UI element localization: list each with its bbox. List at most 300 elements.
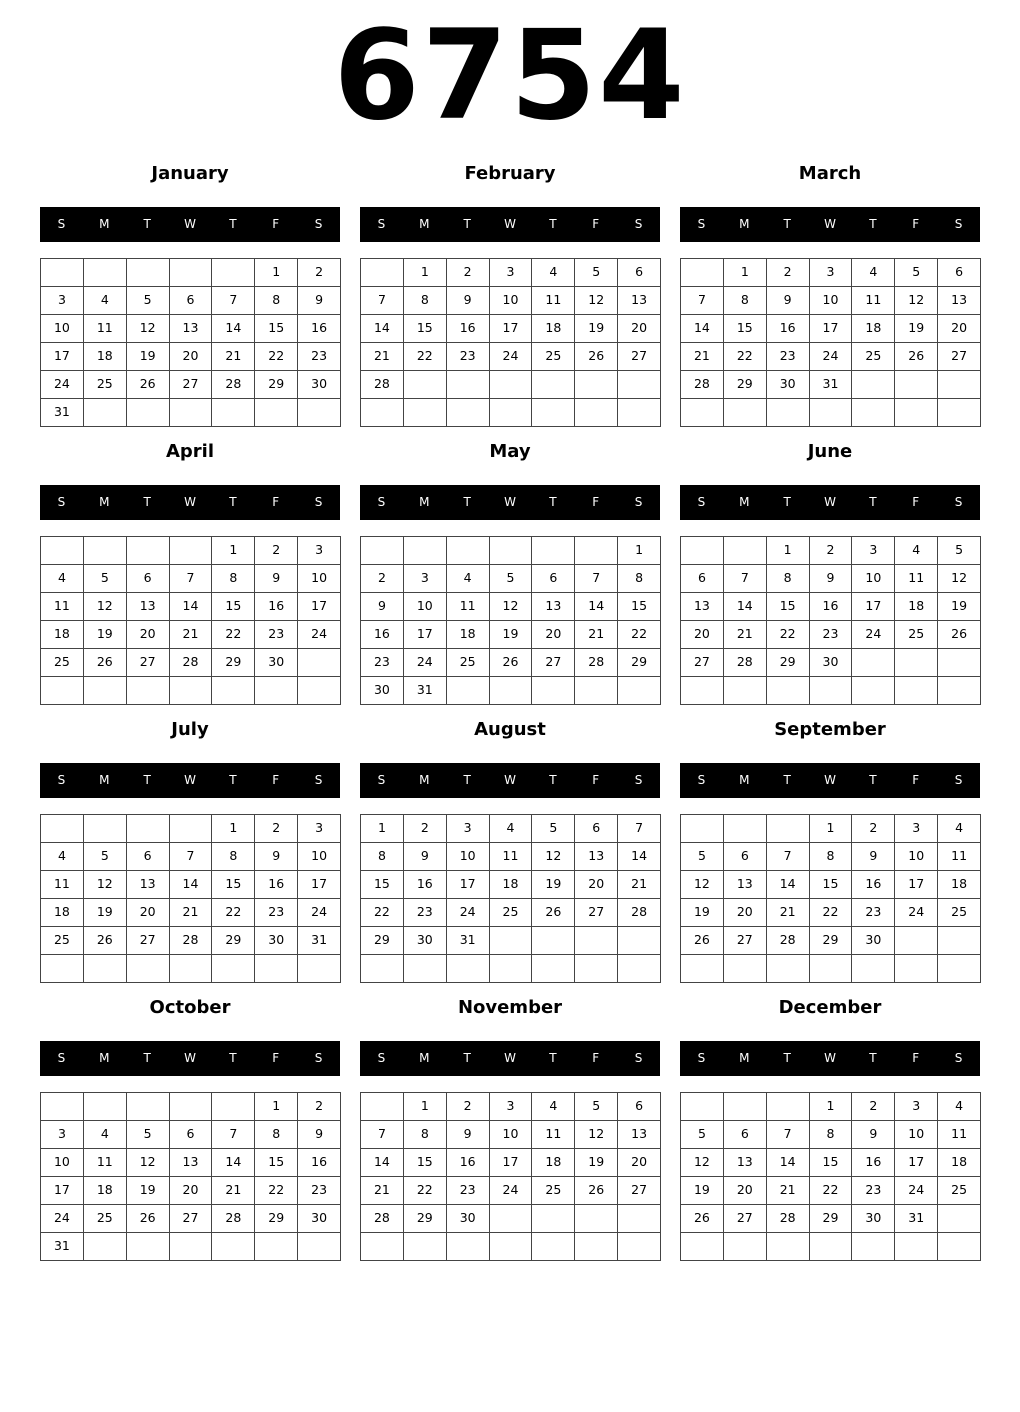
empty-day-cell — [895, 955, 938, 983]
day-cell: 2 — [852, 815, 895, 843]
day-cell: 22 — [810, 899, 853, 927]
day-cell: 25 — [84, 1205, 127, 1233]
day-cell: 16 — [361, 621, 404, 649]
day-cell: 19 — [84, 621, 127, 649]
weekday-header-bar — [40, 1041, 340, 1076]
empty-day-cell — [127, 537, 170, 565]
day-cell: 4 — [41, 843, 84, 871]
year-title: 6754 — [333, 4, 687, 148]
day-cell: 26 — [84, 649, 127, 677]
day-cell: 26 — [681, 1205, 724, 1233]
day-cell: 5 — [84, 565, 127, 593]
weekday-header: S — [377, 217, 386, 231]
day-cell: 27 — [127, 649, 170, 677]
day-cell: 20 — [170, 1177, 213, 1205]
day-cell: 10 — [447, 843, 490, 871]
day-cell: 29 — [810, 927, 853, 955]
empty-day-cell — [532, 955, 575, 983]
day-cell: 18 — [532, 1149, 575, 1177]
weekday-header: S — [314, 495, 323, 509]
day-cell: 26 — [681, 927, 724, 955]
day-cell: 12 — [532, 843, 575, 871]
weekday-header: F — [272, 1051, 280, 1065]
day-cell: 12 — [895, 287, 938, 315]
weekday-header: M — [419, 217, 430, 231]
day-cell: 20 — [170, 343, 213, 371]
day-cell: 11 — [84, 1149, 127, 1177]
day-cell: 19 — [681, 899, 724, 927]
day-cell: 4 — [532, 259, 575, 287]
weekday-header: T — [143, 773, 151, 787]
weekday-header: T — [463, 217, 471, 231]
empty-day-cell — [255, 399, 298, 427]
day-cell: 19 — [895, 315, 938, 343]
weekday-header: M — [739, 773, 750, 787]
day-cell: 23 — [767, 343, 810, 371]
day-cell: 24 — [41, 371, 84, 399]
day-cell: 12 — [575, 287, 618, 315]
empty-day-cell — [895, 371, 938, 399]
day-cell: 17 — [852, 593, 895, 621]
day-cell: 17 — [490, 315, 533, 343]
day-cell: 28 — [681, 371, 724, 399]
weekday-header: M — [99, 1051, 110, 1065]
day-cell: 24 — [895, 1177, 938, 1205]
day-cell: 19 — [84, 899, 127, 927]
day-cell: 7 — [361, 287, 404, 315]
day-cell: 5 — [895, 259, 938, 287]
weekday-header: W — [824, 495, 836, 509]
day-cell: 16 — [810, 593, 853, 621]
day-cell: 6 — [127, 843, 170, 871]
weekday-header: F — [912, 495, 920, 509]
empty-day-cell — [938, 371, 981, 399]
weekday-header: S — [954, 217, 963, 231]
day-cell: 19 — [127, 343, 170, 371]
empty-day-cell — [490, 537, 533, 565]
day-cell: 1 — [404, 1093, 447, 1121]
day-cell: 21 — [767, 1177, 810, 1205]
day-cell: 5 — [575, 259, 618, 287]
weekday-header-bar — [680, 207, 980, 242]
day-cell: 9 — [404, 843, 447, 871]
day-cell: 18 — [938, 871, 981, 899]
day-cell: 28 — [170, 649, 213, 677]
day-cell: 16 — [255, 871, 298, 899]
day-cell: 27 — [170, 1205, 213, 1233]
day-cell: 26 — [938, 621, 981, 649]
day-cell: 21 — [212, 343, 255, 371]
empty-day-cell — [404, 399, 447, 427]
empty-day-cell — [810, 677, 853, 705]
day-cell: 22 — [212, 899, 255, 927]
day-cell: 14 — [212, 1149, 255, 1177]
empty-day-cell — [490, 1233, 533, 1261]
day-cell: 13 — [724, 1149, 767, 1177]
day-cell: 8 — [255, 287, 298, 315]
empty-day-cell — [490, 677, 533, 705]
empty-day-cell — [84, 259, 127, 287]
empty-day-cell — [41, 955, 84, 983]
weekday-header: S — [634, 1051, 643, 1065]
day-cell: 25 — [84, 371, 127, 399]
weekday-header: F — [272, 495, 280, 509]
day-grid — [680, 1092, 981, 1261]
day-cell: 13 — [681, 593, 724, 621]
day-cell: 5 — [127, 287, 170, 315]
weekday-header: M — [419, 773, 430, 787]
weekday-header: T — [783, 773, 791, 787]
empty-day-cell — [170, 1233, 213, 1261]
day-cell: 9 — [255, 843, 298, 871]
empty-day-cell — [84, 399, 127, 427]
month-september — [680, 719, 980, 989]
weekday-header: W — [184, 1051, 196, 1065]
month-march — [680, 163, 980, 433]
day-cell: 12 — [681, 871, 724, 899]
empty-day-cell — [681, 677, 724, 705]
empty-day-cell — [938, 677, 981, 705]
day-cell: 14 — [212, 315, 255, 343]
day-cell: 25 — [490, 899, 533, 927]
day-cell: 3 — [298, 815, 341, 843]
weekday-header: F — [912, 217, 920, 231]
empty-day-cell — [404, 371, 447, 399]
day-cell: 10 — [810, 287, 853, 315]
day-cell: 4 — [938, 815, 981, 843]
empty-day-cell — [170, 677, 213, 705]
day-cell: 9 — [852, 843, 895, 871]
empty-day-cell — [212, 259, 255, 287]
day-cell: 23 — [810, 621, 853, 649]
day-cell: 17 — [895, 871, 938, 899]
empty-day-cell — [490, 1205, 533, 1233]
empty-day-cell — [84, 815, 127, 843]
empty-day-cell — [618, 399, 661, 427]
day-cell: 15 — [767, 593, 810, 621]
empty-day-cell — [84, 537, 127, 565]
day-cell: 3 — [810, 259, 853, 287]
empty-day-cell — [852, 677, 895, 705]
day-cell: 21 — [618, 871, 661, 899]
month-name: January — [151, 163, 229, 184]
day-cell: 2 — [298, 259, 341, 287]
day-cell: 10 — [852, 565, 895, 593]
empty-day-cell — [212, 677, 255, 705]
day-cell: 1 — [810, 815, 853, 843]
day-cell: 13 — [618, 287, 661, 315]
day-cell: 24 — [895, 899, 938, 927]
day-cell: 13 — [127, 593, 170, 621]
empty-day-cell — [404, 1233, 447, 1261]
empty-day-cell — [447, 399, 490, 427]
day-cell: 22 — [212, 621, 255, 649]
month-may — [360, 441, 660, 711]
weekday-header: M — [739, 495, 750, 509]
day-cell: 30 — [852, 1205, 895, 1233]
day-cell: 25 — [532, 1177, 575, 1205]
empty-day-cell — [681, 815, 724, 843]
empty-day-cell — [41, 677, 84, 705]
weekday-header: T — [463, 1051, 471, 1065]
day-cell: 17 — [490, 1149, 533, 1177]
day-cell: 20 — [618, 315, 661, 343]
day-cell: 9 — [767, 287, 810, 315]
day-cell: 13 — [618, 1121, 661, 1149]
month-name: March — [798, 163, 862, 184]
weekday-header: F — [592, 773, 600, 787]
weekday-header: W — [824, 1051, 836, 1065]
day-cell: 26 — [575, 343, 618, 371]
day-cell: 6 — [618, 1093, 661, 1121]
day-cell: 31 — [404, 677, 447, 705]
day-cell: 2 — [298, 1093, 341, 1121]
day-cell: 28 — [575, 649, 618, 677]
day-cell: 10 — [298, 843, 341, 871]
day-cell: 15 — [212, 871, 255, 899]
day-grid — [360, 536, 661, 705]
empty-day-cell — [575, 537, 618, 565]
day-cell: 13 — [170, 1149, 213, 1177]
day-cell: 17 — [404, 621, 447, 649]
weekday-header: W — [504, 1051, 516, 1065]
weekday-header: F — [592, 1051, 600, 1065]
day-cell: 4 — [852, 259, 895, 287]
day-cell: 30 — [255, 927, 298, 955]
day-cell: 20 — [938, 315, 981, 343]
empty-day-cell — [852, 371, 895, 399]
empty-day-cell — [681, 1233, 724, 1261]
day-cell: 3 — [895, 1093, 938, 1121]
empty-day-cell — [298, 1233, 341, 1261]
empty-day-cell — [767, 955, 810, 983]
weekday-header: S — [314, 773, 323, 787]
day-cell: 16 — [447, 315, 490, 343]
day-cell: 10 — [490, 287, 533, 315]
day-cell: 20 — [724, 1177, 767, 1205]
empty-day-cell — [127, 1093, 170, 1121]
day-cell: 18 — [41, 621, 84, 649]
weekday-header-bar — [360, 485, 660, 520]
day-cell: 29 — [361, 927, 404, 955]
day-cell: 8 — [212, 843, 255, 871]
day-cell: 16 — [255, 593, 298, 621]
day-cell: 6 — [724, 843, 767, 871]
day-cell: 27 — [724, 1205, 767, 1233]
empty-day-cell — [767, 677, 810, 705]
empty-day-cell — [618, 677, 661, 705]
day-cell: 13 — [170, 315, 213, 343]
day-cell: 18 — [938, 1149, 981, 1177]
empty-day-cell — [618, 955, 661, 983]
empty-day-cell — [255, 677, 298, 705]
day-cell: 4 — [532, 1093, 575, 1121]
empty-day-cell — [447, 955, 490, 983]
empty-day-cell — [490, 955, 533, 983]
empty-day-cell — [255, 1233, 298, 1261]
day-cell: 29 — [212, 649, 255, 677]
empty-day-cell — [938, 927, 981, 955]
weekday-header-bar — [680, 763, 980, 798]
empty-day-cell — [41, 259, 84, 287]
weekday-header: W — [184, 773, 196, 787]
day-cell: 29 — [255, 1205, 298, 1233]
day-cell: 22 — [767, 621, 810, 649]
empty-day-cell — [170, 537, 213, 565]
day-cell: 30 — [361, 677, 404, 705]
day-cell: 5 — [681, 843, 724, 871]
day-cell: 8 — [810, 1121, 853, 1149]
day-grid — [40, 814, 341, 983]
empty-day-cell — [127, 399, 170, 427]
day-cell: 29 — [212, 927, 255, 955]
empty-day-cell — [575, 677, 618, 705]
day-cell: 21 — [212, 1177, 255, 1205]
day-cell: 20 — [681, 621, 724, 649]
day-cell: 15 — [255, 1149, 298, 1177]
empty-day-cell — [490, 371, 533, 399]
empty-day-cell — [490, 399, 533, 427]
day-cell: 29 — [767, 649, 810, 677]
day-cell: 1 — [361, 815, 404, 843]
month-january — [40, 163, 340, 433]
month-name: April — [165, 441, 215, 462]
day-cell: 4 — [447, 565, 490, 593]
weekday-header: F — [592, 217, 600, 231]
weekday-header: T — [783, 495, 791, 509]
day-cell: 25 — [41, 649, 84, 677]
empty-day-cell — [404, 955, 447, 983]
empty-day-cell — [170, 955, 213, 983]
day-cell: 16 — [298, 315, 341, 343]
weekday-header: F — [912, 773, 920, 787]
empty-day-cell — [575, 1233, 618, 1261]
weekday-header: T — [869, 495, 877, 509]
weekday-header: S — [314, 217, 323, 231]
day-cell: 3 — [41, 1121, 84, 1149]
weekday-header: T — [549, 495, 557, 509]
empty-day-cell — [938, 649, 981, 677]
weekday-header: M — [739, 217, 750, 231]
empty-day-cell — [895, 649, 938, 677]
empty-day-cell — [361, 955, 404, 983]
day-cell: 28 — [212, 371, 255, 399]
weekday-header: S — [377, 1051, 386, 1065]
weekday-header: W — [504, 495, 516, 509]
empty-day-cell — [681, 955, 724, 983]
empty-day-cell — [681, 259, 724, 287]
weekday-header: T — [783, 217, 791, 231]
day-cell: 12 — [127, 315, 170, 343]
weekday-header: S — [697, 495, 706, 509]
month-november — [360, 997, 660, 1267]
day-cell: 3 — [490, 1093, 533, 1121]
day-cell: 16 — [767, 315, 810, 343]
weekday-header: S — [314, 1051, 323, 1065]
empty-day-cell — [532, 537, 575, 565]
day-cell: 28 — [724, 649, 767, 677]
day-cell: 31 — [41, 399, 84, 427]
day-cell: 27 — [938, 343, 981, 371]
day-cell: 18 — [532, 315, 575, 343]
empty-day-cell — [852, 955, 895, 983]
day-cell: 16 — [852, 871, 895, 899]
month-april — [40, 441, 340, 711]
day-cell: 11 — [852, 287, 895, 315]
weekday-header: M — [419, 495, 430, 509]
weekday-header: S — [57, 495, 66, 509]
day-cell: 14 — [170, 593, 213, 621]
day-cell: 30 — [298, 371, 341, 399]
day-cell: 22 — [361, 899, 404, 927]
empty-day-cell — [532, 371, 575, 399]
day-cell: 7 — [618, 815, 661, 843]
weekday-header: M — [419, 1051, 430, 1065]
day-cell: 19 — [938, 593, 981, 621]
month-name: September — [774, 719, 886, 740]
day-cell: 27 — [170, 371, 213, 399]
weekday-header: S — [57, 217, 66, 231]
empty-day-cell — [532, 1205, 575, 1233]
empty-day-cell — [212, 399, 255, 427]
day-cell: 4 — [84, 287, 127, 315]
day-cell: 7 — [724, 565, 767, 593]
day-cell: 31 — [41, 1233, 84, 1261]
empty-day-cell — [895, 1233, 938, 1261]
weekday-header: T — [783, 1051, 791, 1065]
weekday-header: S — [697, 1051, 706, 1065]
empty-day-cell — [255, 955, 298, 983]
empty-day-cell — [852, 1233, 895, 1261]
day-cell: 4 — [84, 1121, 127, 1149]
day-cell: 5 — [490, 565, 533, 593]
weekday-header: S — [697, 217, 706, 231]
day-cell: 20 — [618, 1149, 661, 1177]
day-cell: 9 — [255, 565, 298, 593]
empty-day-cell — [575, 399, 618, 427]
empty-day-cell — [361, 537, 404, 565]
day-cell: 2 — [447, 1093, 490, 1121]
day-cell: 19 — [575, 315, 618, 343]
day-cell: 28 — [361, 1205, 404, 1233]
day-cell: 8 — [724, 287, 767, 315]
empty-day-cell — [618, 371, 661, 399]
day-cell: 5 — [84, 843, 127, 871]
day-cell: 2 — [255, 537, 298, 565]
day-cell: 19 — [127, 1177, 170, 1205]
day-cell: 15 — [404, 315, 447, 343]
weekday-header: S — [634, 217, 643, 231]
empty-day-cell — [724, 815, 767, 843]
day-cell: 11 — [490, 843, 533, 871]
empty-day-cell — [575, 927, 618, 955]
day-cell: 11 — [895, 565, 938, 593]
day-cell: 17 — [41, 1177, 84, 1205]
day-cell: 18 — [447, 621, 490, 649]
weekday-header: F — [272, 217, 280, 231]
day-cell: 10 — [404, 593, 447, 621]
day-cell: 20 — [575, 871, 618, 899]
day-cell: 15 — [361, 871, 404, 899]
day-cell: 12 — [127, 1149, 170, 1177]
day-cell: 25 — [852, 343, 895, 371]
day-cell: 14 — [170, 871, 213, 899]
weekday-header: W — [824, 217, 836, 231]
day-cell: 4 — [938, 1093, 981, 1121]
day-cell: 24 — [298, 621, 341, 649]
empty-day-cell — [938, 1233, 981, 1261]
day-cell: 17 — [895, 1149, 938, 1177]
